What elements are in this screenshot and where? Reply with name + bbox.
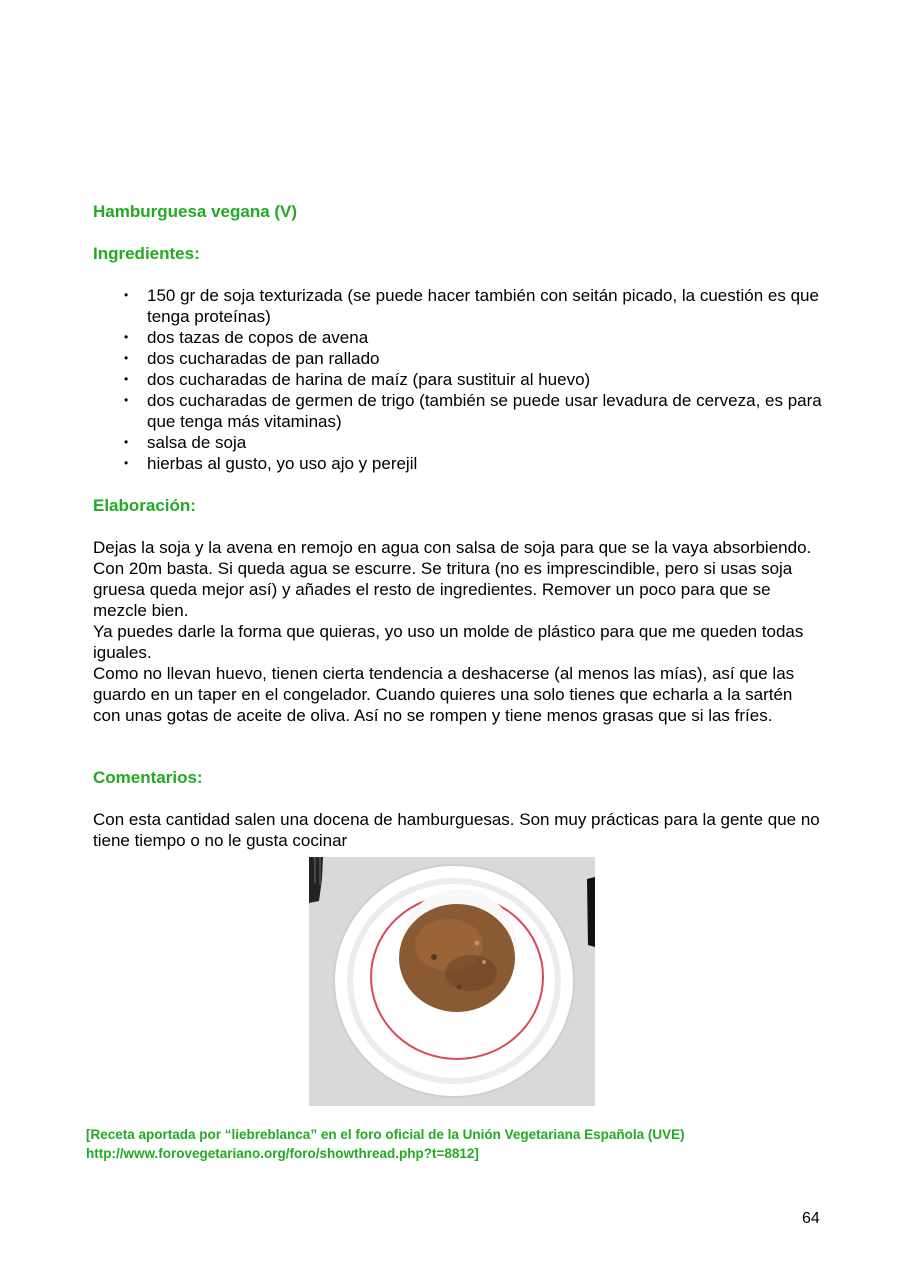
plate-illustration (309, 857, 595, 1106)
comments-heading: Comentarios: (93, 768, 203, 787)
paragraph: Como no llevan huevo, tienen cierta tendencia a deshacerse (al menos las mías), así que las guardo en un taper en el congelador. Cuando quieres una solo tienes que echarla a la sartén con unas gotas de aceite de oliva. Así no se rompen y tiene menos grasas que si las fríes. (93, 664, 795, 725)
ingredients-heading: Ingredientes: (93, 244, 200, 263)
list-item: • salsa de soja (93, 432, 823, 453)
recipe-credit (86, 1125, 846, 1163)
burger-photo (309, 857, 595, 1106)
list-item: • hierbas al gusto, yo uso ajo y perejil (93, 453, 823, 474)
list-item: • dos tazas de copos de avena (93, 327, 823, 348)
page-number: 64 (802, 1210, 820, 1227)
list-item: • dos cucharadas de harina de maíz (para sustituir al huevo) (93, 369, 823, 390)
comments-text: Con esta cantidad salen una docena de hamburguesas. Son muy prácticas para la gente que no tiene tiempo o no le gusta cocinar (93, 810, 820, 850)
paragraph: Ya puedes darle la forma que quieras, yo uso un molde de plástico para que me queden todas iguales. (93, 622, 804, 662)
list-item: • dos cucharadas de germen de trigo (también se puede usar levadura de cerveza, es para que tenga más vitaminas) (93, 390, 823, 432)
credit-link: http://www.forovegetariano.org/foro/showthread.php?t=8812] (86, 1146, 479, 1161)
list-item: • 150 gr de soja texturizada (se puede hacer también con seitán picado, la cuestión es que tenga proteínas) (93, 285, 823, 327)
ingredients-list (93, 285, 823, 474)
recipe-title: Hamburguesa vegana (V) (93, 202, 298, 221)
list-item: • dos cucharadas de pan rallado (93, 348, 823, 369)
paragraph: Dejas la soja y la avena en remojo en agua con salsa de soja para que se la vaya absorbiendo. Con 20m basta. Si queda agua se escurre. Se tritura (no es imprescindible, pero si usas soja gruesa queda mejor así) y añades el resto de ingredientes. Remover un poco para que se mezcle bien. (93, 538, 812, 620)
credit-line: [Receta aportada por “liebreblanca” en el foro oficial de la Unión Vegetariana Española (UVE) (86, 1127, 685, 1142)
elaboration-text (93, 537, 823, 726)
elaboration-heading: Elaboración: (93, 496, 196, 515)
